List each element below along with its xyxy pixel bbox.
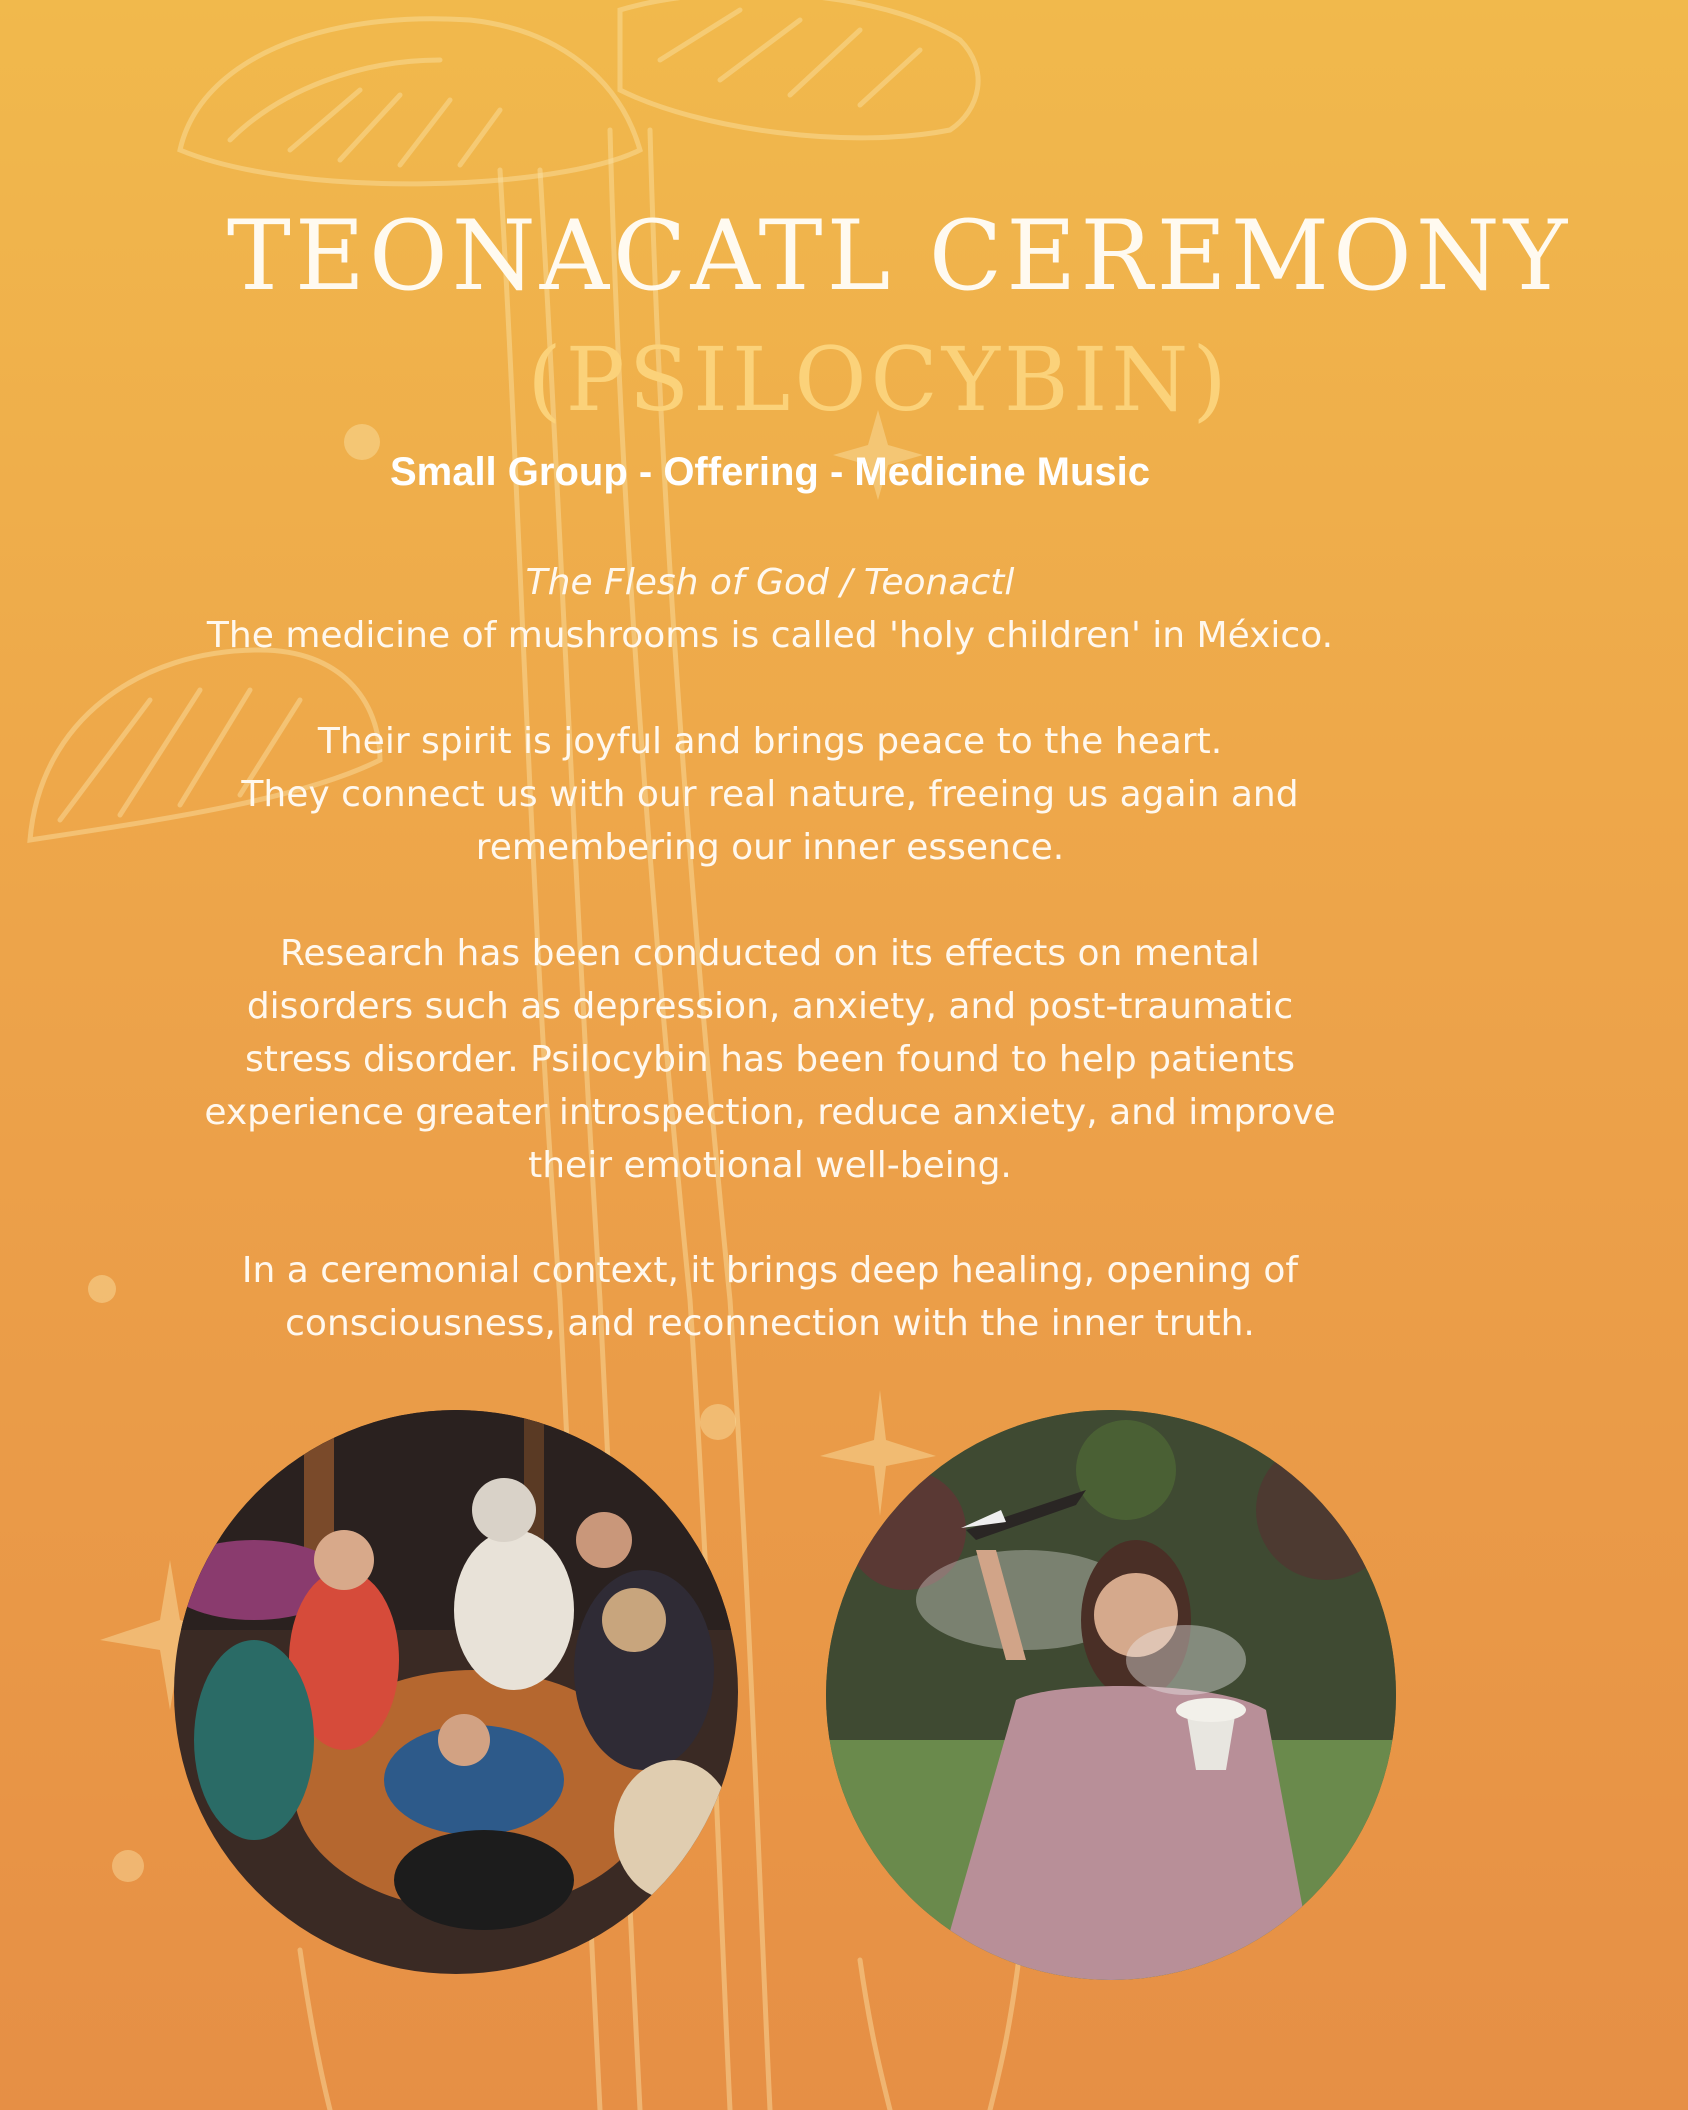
paragraph-line: remembering our inner essence. bbox=[475, 827, 1065, 868]
paragraph-1 bbox=[0, 609, 1540, 662]
page-subtitle: (PSILOCYBIN) bbox=[527, 328, 1231, 431]
paragraph-line: consciousness, and reconnection with the inner truth. bbox=[285, 1303, 1255, 1344]
paragraph-2 bbox=[0, 715, 1540, 874]
paragraph-3 bbox=[0, 927, 1540, 1192]
page-title: TEONACATL CEREMONY bbox=[226, 200, 1572, 312]
ceremony-photo-illustration bbox=[174, 1410, 738, 1974]
tagline: Small Group - Offering - Medicine Music bbox=[389, 450, 1151, 494]
paragraph-line: The medicine of mushrooms is called 'holy children' in México. bbox=[206, 615, 1334, 656]
paragraph-line: experience greater introspection, reduce anxiety, and improve bbox=[204, 1092, 1336, 1133]
paragraph-line: their emotional well-being. bbox=[528, 1145, 1012, 1186]
paragraph-line: disorders such as depression, anxiety, and post-traumatic bbox=[246, 986, 1294, 1027]
woman-smudging-with-feather-photo bbox=[826, 1410, 1396, 1980]
paragraph-line: Research has been conducted on its effects on mental bbox=[279, 933, 1260, 974]
paragraph-line: In a ceremonial context, it brings deep healing, opening of bbox=[241, 1250, 1299, 1291]
intro-heading-text: The Flesh of God / Teonactl bbox=[525, 562, 1015, 603]
group-healing-ceremony-photo bbox=[174, 1410, 738, 1974]
paragraph-line: They connect us with our real nature, freeing us again and bbox=[241, 774, 1299, 815]
paragraph-line: stress disorder. Psilocybin has been found to help patients bbox=[244, 1039, 1296, 1080]
smudging-photo-illustration bbox=[826, 1410, 1396, 1980]
paragraph-4 bbox=[0, 1244, 1540, 1350]
intro-heading bbox=[0, 556, 1540, 609]
paragraph-line: Their spirit is joyful and brings peace to the heart. bbox=[317, 721, 1223, 762]
